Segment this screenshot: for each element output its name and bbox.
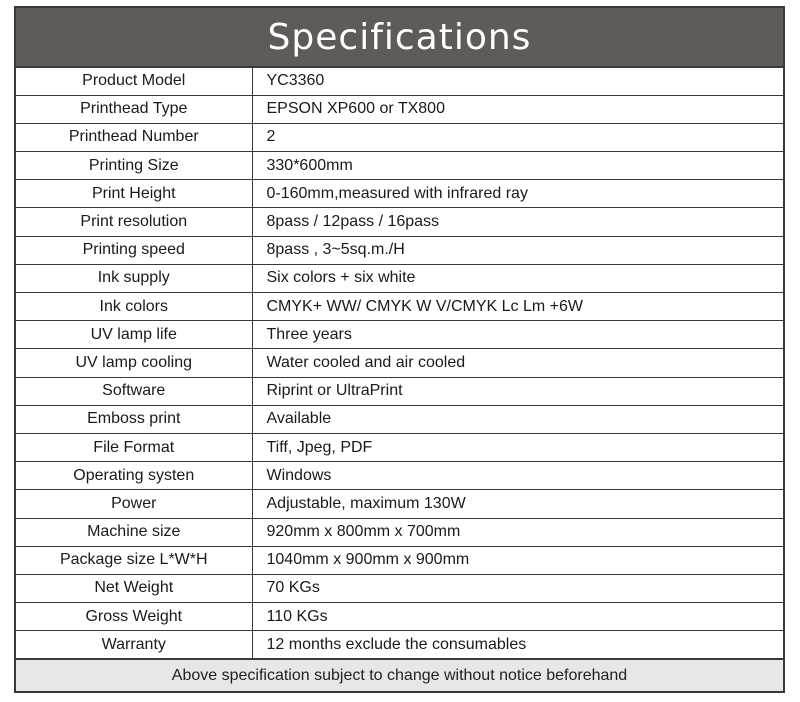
spec-label: UV lamp life [16,321,252,349]
spec-label: Machine size [16,518,252,546]
spec-value: 110 KGs [252,603,783,631]
spec-value: Tiff, Jpeg, PDF [252,433,783,461]
spec-label: Operating systen [16,462,252,490]
specifications-table [14,6,785,693]
table-row [16,123,783,151]
spec-value: Windows [252,462,783,490]
spec-value: 920mm x 800mm x 700mm [252,518,783,546]
spec-value: Adjustable, maximum 130W [252,490,783,518]
page-title: Specifications [16,8,783,66]
table-row [16,433,783,461]
spec-label: Printing Size [16,152,252,180]
spec-value: 1040mm x 900mm x 900mm [252,546,783,574]
table-row [16,95,783,123]
spec-label: Print resolution [16,208,252,236]
table-row [16,321,783,349]
spec-value: CMYK+ WW/ CMYK W V/CMYK Lc Lm +6W [252,293,783,321]
spec-label: UV lamp cooling [16,349,252,377]
spec-value: 12 months exclude the consumables [252,631,783,659]
table-row [16,293,783,321]
spec-value: Water cooled and air cooled [252,349,783,377]
spec-label: Net Weight [16,574,252,602]
table-row [16,180,783,208]
spec-label: Software [16,377,252,405]
spec-label: Warranty [16,631,252,659]
table-row [16,377,783,405]
spec-rows [16,67,783,659]
table-row [16,574,783,602]
spec-value: 8pass , 3~5sq.m./H [252,236,783,264]
spec-value: Available [252,405,783,433]
spec-label: Printhead Number [16,123,252,151]
spec-value: 0-160mm,measured with infrared ray [252,180,783,208]
table-row [16,208,783,236]
table-row [16,518,783,546]
spec-label: Product Model [16,67,252,95]
table-row [16,603,783,631]
spec-label: Printing speed [16,236,252,264]
table-row [16,546,783,574]
footer-note: Above specification subject to change without notice beforehand [16,659,783,691]
spec-value: 2 [252,123,783,151]
spec-label: File Format [16,433,252,461]
spec-value: YC3360 [252,67,783,95]
spec-label: Emboss print [16,405,252,433]
spec-label: Printhead Type [16,95,252,123]
spec-value: Three years [252,321,783,349]
table-row [16,152,783,180]
spec-value: Riprint or UltraPrint [252,377,783,405]
table-row [16,236,783,264]
table-row [16,67,783,95]
spec-label: Print Height [16,180,252,208]
table-row [16,349,783,377]
table-row [16,405,783,433]
spec-value: 70 KGs [252,574,783,602]
spec-value: Six colors + six white [252,264,783,292]
spec-value: 8pass / 12pass / 16pass [252,208,783,236]
spec-value: EPSON XP600 or TX800 [252,95,783,123]
table-row [16,264,783,292]
spec-label: Ink supply [16,264,252,292]
table-row [16,490,783,518]
spec-value: 330*600mm [252,152,783,180]
spec-label: Ink colors [16,293,252,321]
spec-label: Power [16,490,252,518]
spec-label: Gross Weight [16,603,252,631]
spec-label: Package size L*W*H [16,546,252,574]
table-row [16,631,783,659]
spec-grid [16,66,783,659]
table-row [16,462,783,490]
